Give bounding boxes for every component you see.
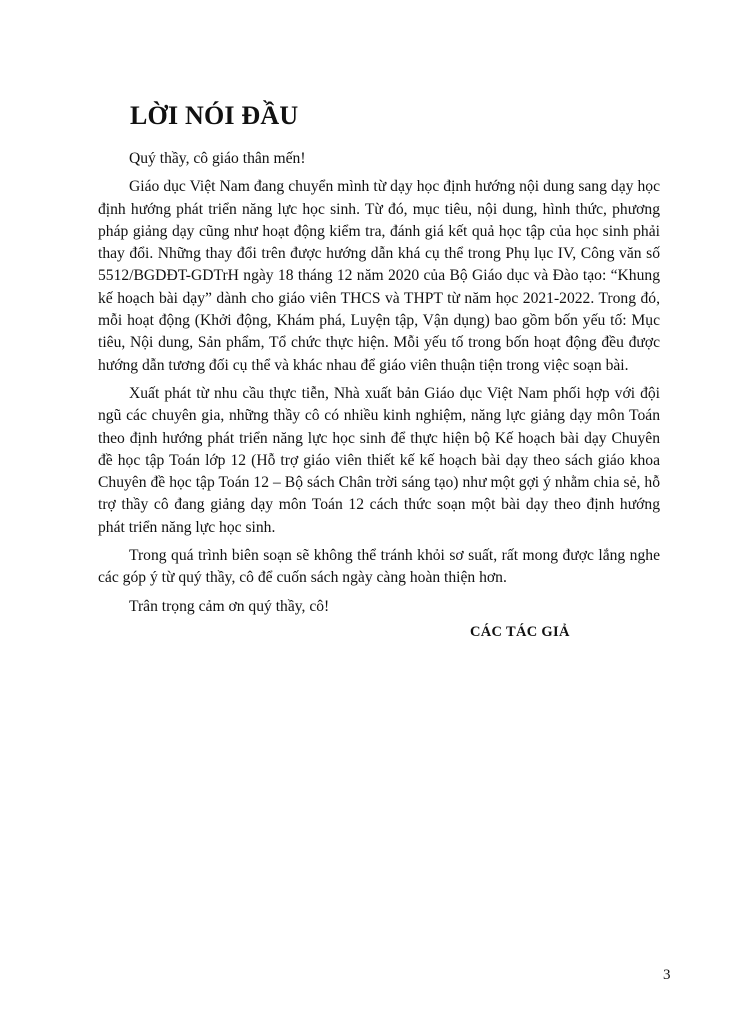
closing-paragraph: Trân trọng cảm ơn quý thầy, cô!: [129, 597, 330, 615]
signature: CÁC TÁC GIẢ: [470, 624, 570, 640]
preface-body: [98, 148, 660, 618]
page-title: LỜI NÓI ĐẦU: [130, 101, 299, 130]
greeting-paragraph: Quý thầy, cô giáo thân mến!: [129, 150, 306, 167]
body-paragraph-3: Trong quá trình biên soạn sẽ không thể tránh khỏi sơ suất, rất mong được lắng nghe các góp ý từ quý thầy, cô để cuốn sách ngày càng hoàn thiện hơn.: [98, 547, 660, 587]
body-paragraph-1: Giáo dục Việt Nam đang chuyển mình từ dạy học định hướng nội dung sang dạy học định hướng phát triển năng lực học sinh. Từ đó, mục tiêu, nội dung, hình thức, phương pháp giảng dạy cũng như hoạt động kiểm tra, đánh giá kết quả học tập của học sinh phải thay đổi. Những thay đổi trên được hướng dẫn khá cụ thể trong Phụ lục IV, Công văn số 5512/BGDĐT-GDTrH ngày 18 tháng 12 năm 2020 của Bộ Giáo dục và Đào tạo: “Khung kế hoạch bài dạy” dành cho giáo viên THCS và THPT từ năm học 2021-2022. Trong đó, mỗi hoạt động (Khởi động, Khám phá, Luyện tập, Vận dụng) bao gồm bốn yếu tố: Mục tiêu, Nội dung, Sản phẩm, Tổ chức thực hiện. Mỗi yếu tố trong bốn hoạt động đều được hướng dẫn tương đối cụ thể và khác nhau để giáo viên thuận tiện trong việc soạn bài.: [98, 178, 660, 374]
body-paragraph-2: Xuất phát từ nhu cầu thực tiễn, Nhà xuất bản Giáo dục Việt Nam phối hợp với đội ngũ các chuyên gia, những thầy cô có nhiều kinh nghiệm, năng lực giảng dạy môn Toán theo định hướng phát triển năng lực học sinh để thực hiện bộ Kế hoạch bài dạy Chuyên đề học tập Toán lớp 12 (Hỗ trợ giáo viên thiết kế kế hoạch bài dạy theo sách giáo khoa Chuyên đề học tập Toán 12 – Bộ sách Chân trời sáng tạo) như một gợi ý nhằm chia sẻ, hỗ trợ thầy cô đang giảng dạy môn Toán 12 cách thức soạn một bài dạy theo định hướng phát triển năng lực học sinh.: [98, 384, 660, 536]
page-number: 3: [663, 967, 671, 983]
